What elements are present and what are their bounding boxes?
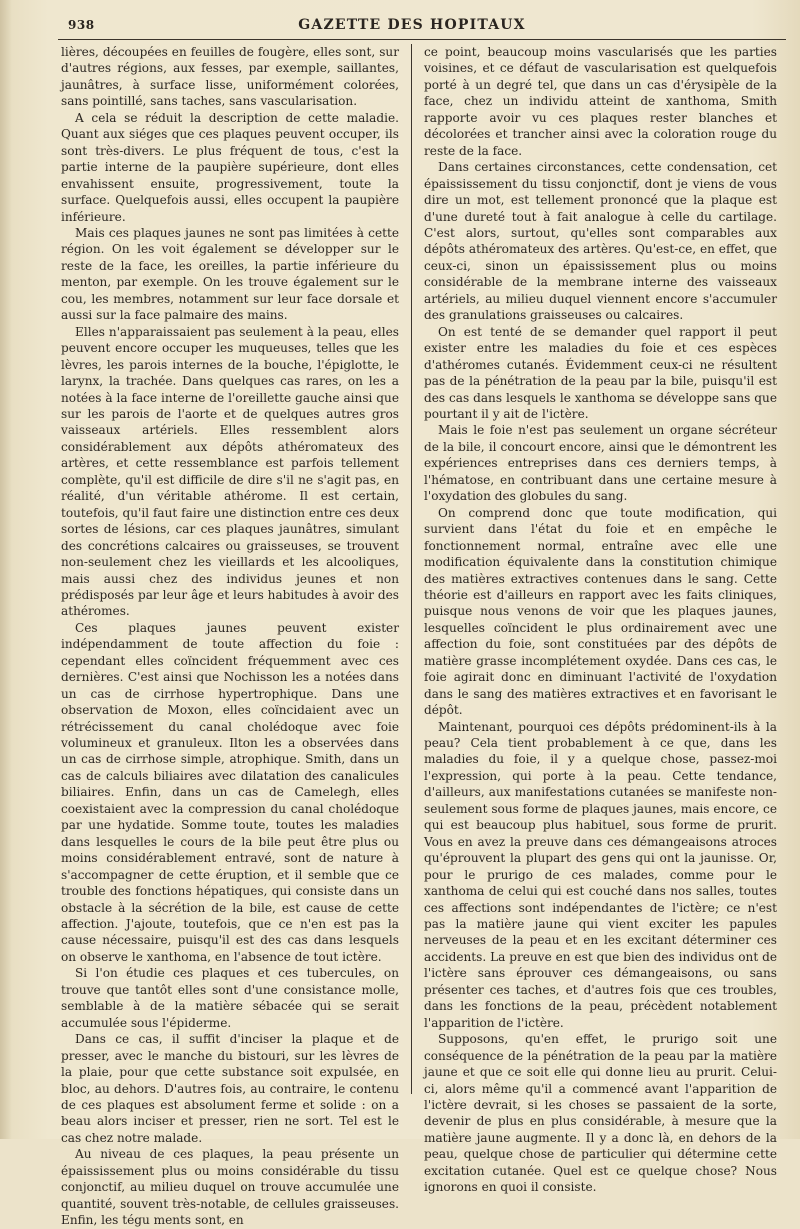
paragraph: On est tenté de se demander quel rapport il peut exister entre les maladies du foie et ces espèces d'athéromes cutanés. Évidemment ceux-ci ne résultent pas de la pénétration de la peau par la bile, puisqu'il est des cas dans lesquels le xanthoma se développe sans que pourtant il y ait de l'ictère. bbox=[424, 324, 777, 421]
right-column bbox=[424, 44, 777, 1196]
paragraph: Au niveau de ces plaques, la peau présente un épaississement plus ou moins considérable du tissu conjonctif, au milieu duquel on trouve accumulée une quantité, souvent très-notable, de cellules graisseuses. Enfin, les tégu ments sont, en bbox=[61, 1147, 399, 1228]
column-divider bbox=[411, 44, 412, 1094]
left-column bbox=[61, 44, 399, 1229]
page-header bbox=[38, 14, 786, 36]
paragraph: Ces plaques jaunes peuvent exister indépendamment de toute affection du foie : cependant elles coïncident fréquemment avec ces dernières. C'est ainsi que Nochisson les a notées dans un cas de cirrhose hypertrophique. Dans une observation de Moxon, elles coïncidaient avec un rétrécissement du canal cholédoque avec foie volumineux et granuleux. Ilton les a observées dans un cas de cirrhose simple, atrophique. Smith, dans un cas de calculs biliaires avec dilatation des canalicules biliaires. Enfin, dans un cas de Camelegh, elles coexistaient avec la compression du canal cholédoque par une hydatide. Somme toute, toutes les maladies dans lesquelles le cours de la bile peut être plus ou moins considérablement entravé, sont de nature à s'accompagner de cette éruption, et il semble que ce trouble des fonctions hépatiques, qui consiste dans un obstacle à la sécrétion de la bile, est cause de cette affection. J'ajoute, toutefois, que ce n'en est pas la cause nécessaire, puisqu'il est des cas dans lesquels on observe le xanthoma, en l'absence de tout ictère. bbox=[61, 620, 399, 964]
paragraph: Elles n'apparaissaient pas seulement à la peau, elles peuvent encore occuper les muqueuses, telles que les lèvres, les parois internes de la bouche, l'épiglotte, le larynx, la trachée. Dans quelques cas rares, on les a notées à la face interne de l'oreillette gauche ainsi que sur les parois de l'aorte et de quelques autres gros vaisseaux artériels. Elles ressemblent alors considérablement aux dépôts athéromateux des artères, et cette ressemblance est parfois tellement complète, qu'il est difficile de dire s'il ne s'agit pas, en réalité, d'un véritable athérome. Il est certain, toutefois, qu'il faut faire une distinction entre ces deux sortes de lésions, car ces plaques jaunâtres, simulant des concrétions calcaires ou graisseuses, se trouvent non-seulement chez les vieillards et les alcooliques, mais aussi chez des individus jeunes et non prédisposés par leur âge et leurs habitudes à avoir des athéromes. bbox=[61, 324, 399, 619]
paragraph: Mais le foie n'est pas seulement un organe sécréteur de la bile, il concourt encore, ainsi que le démontrent les expériences entreprises dans ces derniers temps, à l'hématose, en contribuant dans une certaine mesure à l'oxydation des globules du sang. bbox=[424, 423, 777, 504]
paragraph: Dans ce cas, il suffit d'inciser la plaque et de presser, avec le manche du bistouri, sur les lèvres de la plaie, pour que cette substance soit expulsée, en bloc, au dehors. D'autres fois, au contraire, le contenu de ces plaques est absolument ferme et solide : on a beau alors inciser et presser, rien ne sort. Tel est le cas chez notre malade. bbox=[61, 1032, 399, 1145]
paragraph: Si l'on étudie ces plaques et ces tubercules, on trouve que tantôt elles sont d'une consistance molle, semblable à de la matière sébacée qui se serait accumulée sous l'épiderme. bbox=[61, 966, 399, 1030]
paragraph: Mais ces plaques jaunes ne sont pas limitées à cette région. On les voit également se développer sur le reste de la face, les oreilles, la partie inférieure du menton, par exemple. On les trouve également sur le cou, les membres, notamment sur leur face dorsale et aussi sur la face palmaire des mains. bbox=[61, 225, 399, 323]
page-number: 938 bbox=[68, 18, 95, 32]
journal-title: GAZETTE DES HOPITAUX bbox=[298, 17, 526, 33]
paragraph: Dans certaines circonstances, cette condensation, cet épaississement du tissu conjonctif, dont je viens de vous dire un mot, est tellement prononcé que la plaque est d'une dureté tout à fait analogue à celle du cartilage. C'est alors, surtout, qu'elles sont comparables aux dépôts athéromateux des artères. Qu'est-ce, en effet, que ceux-ci, sinon un épaississement plus ou moins considérable de la membrane interne des vaisseaux artériels, au milieu duquel viennent encore s'accumuler des granulations graisseuses ou calcaires. bbox=[424, 160, 777, 323]
paragraph: lières, découpées en feuilles de fougère, elles sont, sur d'autres régions, aux fesses, par exemple, saillantes, jaunâtres, à surface lisse, uniformément colorées, sans pointillé, sans taches, sans vascularisation. bbox=[61, 45, 399, 109]
paragraph: ce point, beaucoup moins vascularisés que les parties voisines, et ce défaut de vascularisation est quelquefois porté à un degré tel, que dans un cas d'érysipèle de la face, chez un individu atteint de xanthoma, Smith rapporte avoir vu ces plaques rester blanches et décolorées et trancher ainsi avec la coloration rouge du reste de la face. bbox=[424, 45, 777, 158]
paragraph: Maintenant, pourquoi ces dépôts prédominent-ils à la peau? Cela tient probablement à ce que, dans les maladies du foie, il y a quelque chose, passez-moi l'expression, qui porte à la peau. Cette tendance, d'ailleurs, aux manifestations cutanées se manifeste non-seulement sous forme de plaques jaunes, mais encore, ce qui est beaucoup plus habituel, sous forme de prurit. Vous en avez la preuve dans ces démangeaisons atroces qu'éprouvent la plupart des gens qui ont la jaunisse. Or, pour le prurigo de ces malades, comme pour le xanthoma de celui qui est couché dans nos salles, toutes ces affections sont indépendantes de l'ictère; ce n'est pas la matière jaune qui vient exciter les papules nerveuses de la peau et en les excitant déterminer ces accidents. La preuve en est que bien des individus ont de l'ictère sans éprouver ces démangeaisons, ou sans présenter ces taches, et d'autres fois que ces troubles, dans les fonctions de la peau, précèdent notablement l'apparition de l'ictère. bbox=[424, 719, 777, 1030]
paragraph: A cela se réduit la description de cette maladie. Quant aux siéges que ces plaques peuvent occuper, ils sont très-divers. Le plus fréquent de tous, c'est la partie interne de la paupière supérieure, dont elles envahissent ensuite, progressivement, toute la surface. Quelquefois aussi, elles occupent la paupière inférieure. bbox=[61, 110, 399, 224]
paragraph: Supposons, qu'en effet, le prurigo soit une conséquence de la pénétration de la peau par la matière jaune et que ce soit elle qui donne lieu au prurit. Celui-ci, alors même qu'il a commencé avant l'apparition de l'ictère devrait, si les choses se passaient de la sorte, devenir de plus en plus considérable, à mesure que la matière jaune augmente. Il y a donc là, en dehors de la peau, quelque chose de particulier qui détermine cette excitation cutanée. Quel est ce quelque chose? Nous ignorons en quoi il consiste. bbox=[424, 1032, 777, 1195]
header-rule bbox=[58, 39, 786, 40]
paragraph: On comprend donc que toute modification, qui survient dans l'état du foie et en empêche le fonctionnement normal, entraîne avec elle une modification équivalente dans la constitution chimique des matières extractives contenues dans le sang. Cette théorie est d'ailleurs en rapport avec les faits cliniques, puisque nous venons de voir que les plaques jaunes, lesquelles coïncident le plus ordinairement avec une affection du foie, sont constituées par des dépôts de matière grasse incomplétement oxydée. Dans ces cas, le foie agirait donc en diminuant l'activité de l'oxydation dans le sang des matières extractives et en favorisant le dépôt. bbox=[424, 505, 777, 718]
scan-edge-shadow bbox=[0, 0, 12, 1139]
